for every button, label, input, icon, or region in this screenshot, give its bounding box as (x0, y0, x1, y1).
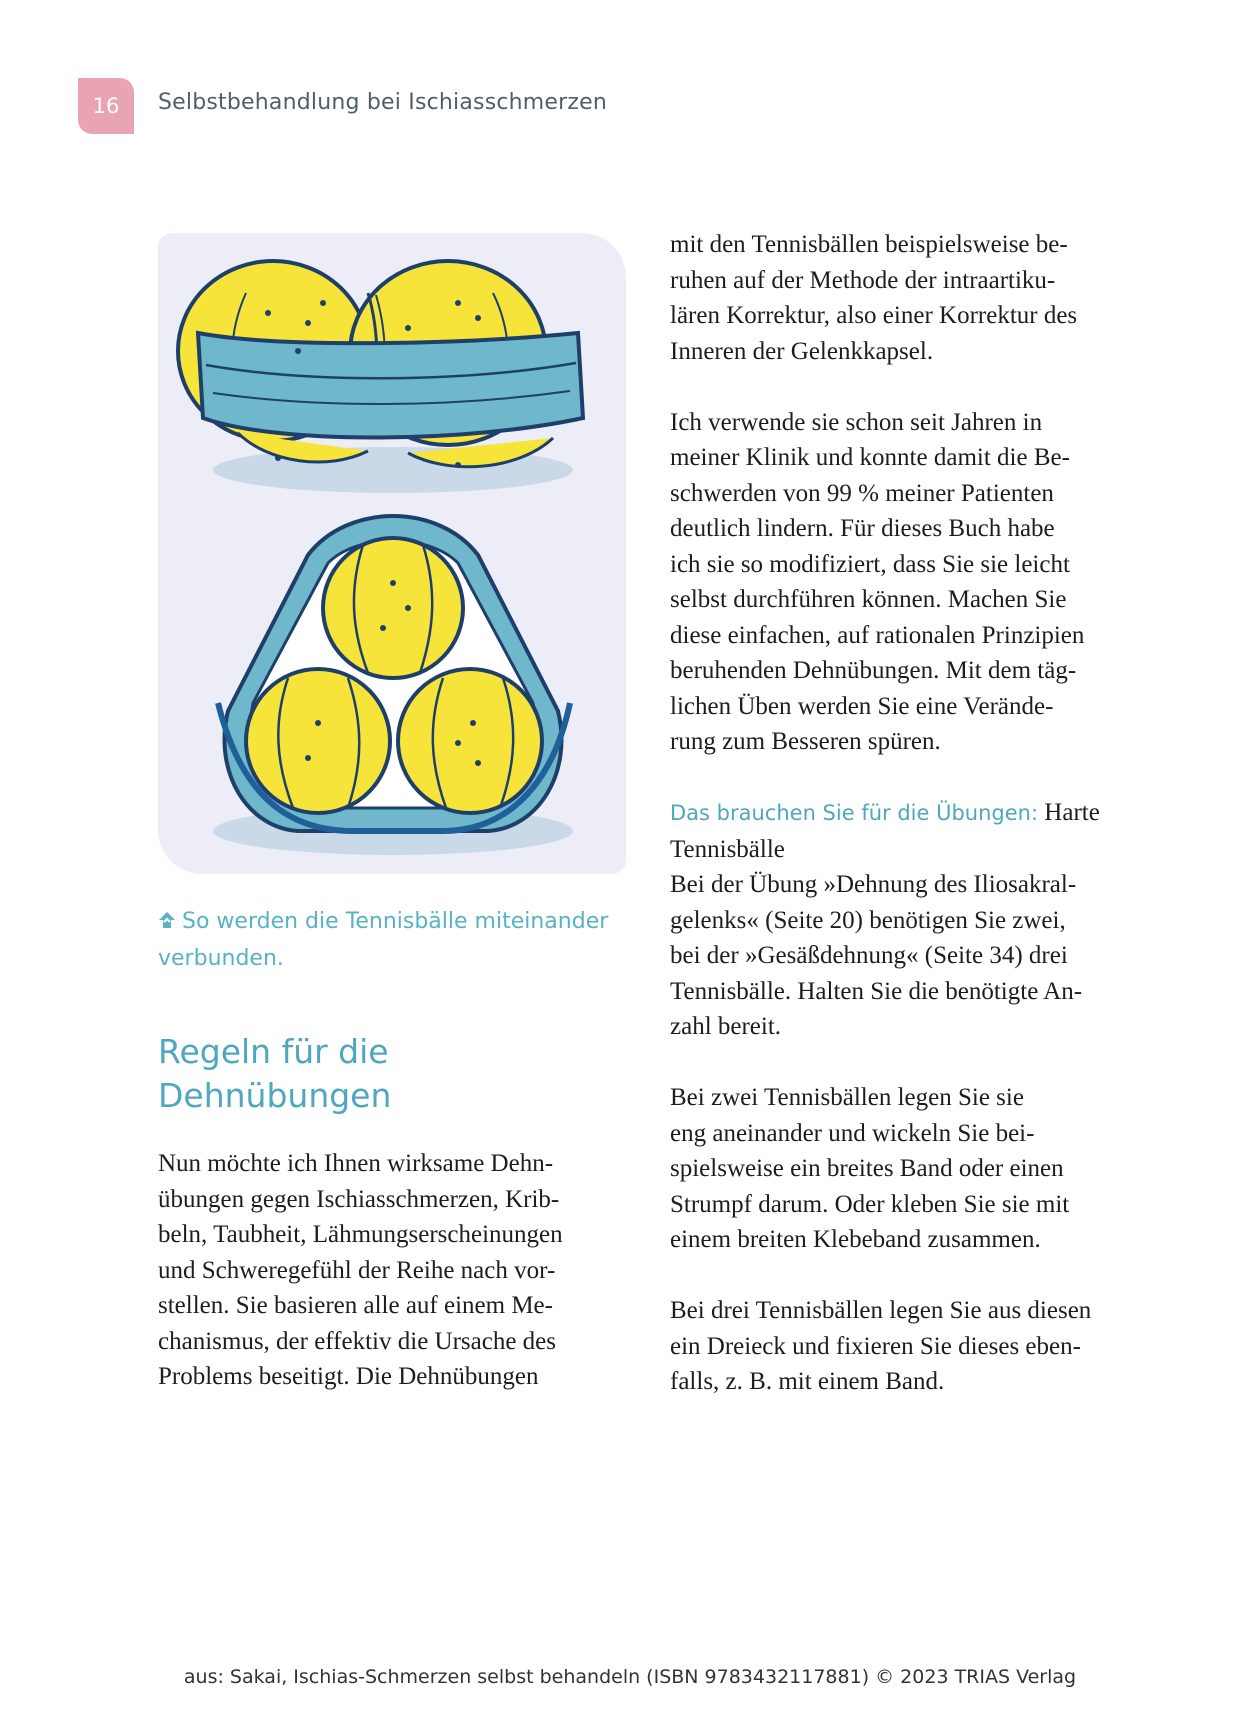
caption-text: So werden die Tennisbälle miteinander verbunden. (158, 909, 609, 971)
text-line: Tennisbälle. Halten Sie die benötigte An- (670, 977, 1083, 1005)
text-line: spielsweise ein breites Band oder einen (670, 1155, 1064, 1182)
two-tennis-balls-wrapped-icon (178, 261, 583, 493)
text-line: Inneren der Gelenkkapsel. (670, 337, 934, 365)
text-line: lichen Üben werden Sie eine Verände- (670, 692, 1054, 720)
running-title: Selbstbehandlung bei Ischiasschmerzen (158, 90, 608, 115)
figure-caption (158, 903, 628, 977)
text-line: Bei der Übung »Dehnung des Iliosakral- (670, 871, 1077, 898)
text-line: Strumpf darum. Oder kleben Sie sie mit (670, 1190, 1070, 1218)
needs-label: Das brauchen Sie für die Übungen: (670, 801, 1039, 825)
text-line: ruhen auf der Methode der intraartiku- (670, 266, 1056, 294)
right-column-text (670, 227, 1140, 1400)
heading-line: Regeln für die (158, 1032, 389, 1071)
figure-illustration-panel (158, 233, 626, 874)
text-line: und Schweregefühl der Reihe nach vor- (158, 1256, 556, 1284)
caption-arrow-up-icon (158, 911, 176, 929)
text-line: eng aneinander und wickeln Sie bei- (670, 1119, 1035, 1147)
text-line: Tennisbälle (670, 835, 785, 863)
heading-line: Dehnübungen (158, 1076, 392, 1115)
text-line: rung zum Besseren spüren. (670, 728, 941, 755)
text-line: gelenks« (Seite 20) benötigen Sie zwei, (670, 906, 1066, 934)
tennis-balls-illustration (158, 233, 626, 874)
needs-line (670, 795, 1140, 832)
text-line: deutlich lindern. Für dieses Buch habe (670, 515, 1055, 542)
text-line: Problems beseitigt. Die Dehnübungen (158, 1363, 539, 1390)
text-line: Bei drei Tennisbällen legen Sie aus diesen (670, 1297, 1092, 1324)
text-line: mit den Tennisbällen beispielsweise be- (670, 231, 1068, 258)
left-column-text (158, 1146, 628, 1395)
page-number: 16 (92, 94, 120, 118)
text-line: lären Korrektur, also einer Korrektur des (670, 302, 1078, 329)
text-line: selbst durchführen können. Machen Sie (670, 586, 1067, 613)
section-heading (158, 1030, 618, 1118)
text-line: falls, z. B. mit einem Band. (670, 1368, 945, 1395)
text-line: Bei zwei Tennisbällen legen Sie sie (670, 1084, 1024, 1111)
text-line: meiner Klinik und konnte damit die Be- (670, 444, 1070, 471)
three-tennis-balls-triangle-icon (213, 516, 573, 855)
text-line: beln, Taubheit, Lähmungserscheinungen (158, 1221, 563, 1248)
text-line: chanismus, der effektiv die Ursache des (158, 1327, 557, 1355)
text-line: ich sie so modifiziert, dass Sie sie leicht (670, 550, 1070, 578)
source-footer: aus: Sakai, Ischias-Schmerzen selbst behandeln (ISBN 9783432117881) © 2023 TRIAS Verlag (183, 1666, 1077, 1688)
text-line: schwerden von 99 % meiner Patienten (670, 479, 1054, 507)
text-line: einem breiten Klebeband zusammen. (670, 1226, 1041, 1253)
text-line: diese einfachen, auf rationalen Prinzipien (670, 621, 1085, 649)
text-line: bei der »Gesäßdehnung« (Seite 34) drei (670, 942, 1068, 969)
text-line: Nun möchte ich Ihnen wirksame Dehn- (158, 1150, 554, 1177)
page-number-badge (78, 78, 134, 134)
text-line: ein Dreieck und fixieren Sie dieses eben- (670, 1332, 1081, 1360)
text-line: beruhenden Dehnübungen. Mit dem täg- (670, 657, 1077, 684)
text-line: zahl bereit. (670, 1013, 782, 1040)
needs-value: Harte (1044, 799, 1100, 826)
text-line: stellen. Sie basieren alle auf einem Me- (158, 1292, 553, 1319)
text-line: übungen gegen Ischiasschmerzen, Krib- (158, 1185, 560, 1213)
text-line: Ich verwende sie schon seit Jahren in (670, 408, 1043, 436)
